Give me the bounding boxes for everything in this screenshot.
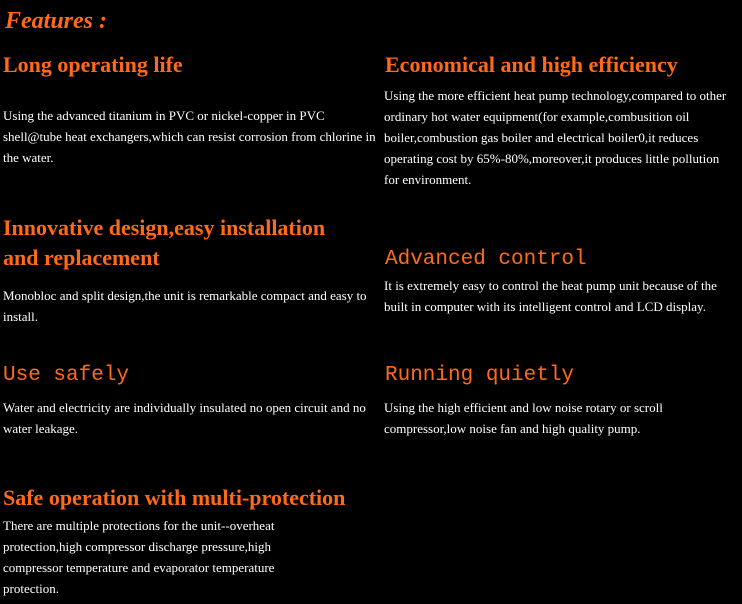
feature-heading-advanced-control: Advanced control: [385, 248, 587, 271]
feature-heading-use-safely: Use safely: [3, 364, 130, 387]
feature-heading-safe-operation: Safe operation with multi-protection: [3, 485, 346, 510]
feature-heading-economical: Economical and high efficiency: [385, 52, 678, 77]
feature-heading-long-operating-life: Long operating life: [3, 52, 183, 77]
page-title: Features :: [5, 8, 107, 34]
feature-text-innovative-design: Monobloc and split design,the unit is remarkable compact and easy to install.: [3, 288, 367, 324]
feature-heading-innovative-design-line1: Innovative design,easy installation: [3, 215, 326, 240]
feature-heading-running-quietly: Running quietly: [385, 364, 575, 387]
feature-heading-innovative-design-line2: and replacement: [3, 245, 160, 270]
feature-text-advanced-control: It is extremely easy to control the heat pump unit because of the built in computer with its intelligent control and LCD display.: [384, 278, 717, 314]
feature-text-long-operating-life: Using the advanced titanium in PVC or nickel-copper in PVC shell@tube heat exchangers,which can resist corrosion from chlorine in the water.: [3, 108, 376, 165]
feature-text-safe-operation: There are multiple protections for the unit--overheat protection,high compressor discharge pressure,high compressor temperature and evaporator temperature protection.: [3, 518, 275, 596]
feature-text-use-safely: Water and electricity are individually insulated no open circuit and no water leakage.: [3, 400, 366, 436]
feature-text-running-quietly: Using the high efficient and low noise rotary or scroll compressor,low noise fan and high quality pump.: [384, 400, 663, 436]
feature-text-economical: Using the more efficient heat pump technology,compared to other ordinary hot water equipment(for example,combusition oil boiler,combustion gas boiler and electrical boiler0,it reduces operating cost by 65%-80%,moreover,it produces little pollution for environment.: [384, 88, 727, 187]
